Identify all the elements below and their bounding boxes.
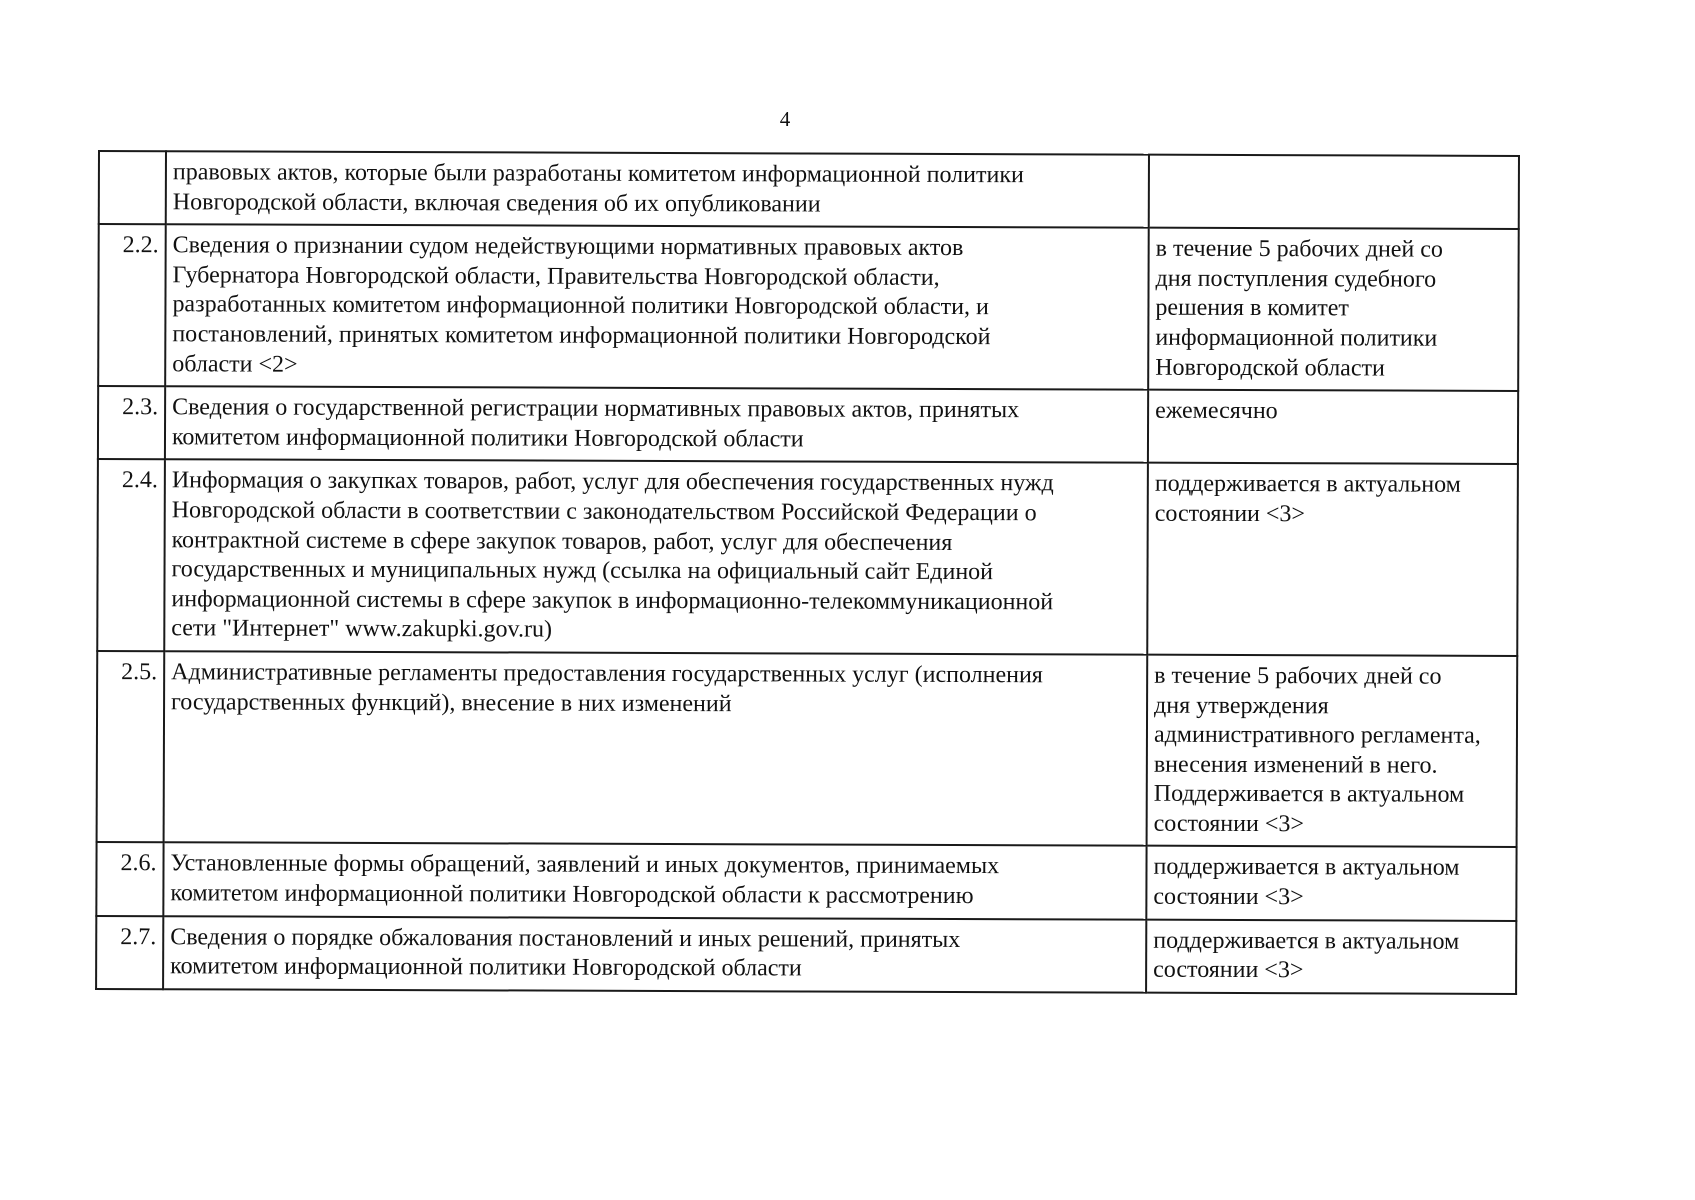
description-line: разработанных комитетом информационной политики Новгородской области, и <box>172 291 989 321</box>
table-row <box>96 842 1516 920</box>
row-description <box>166 151 1149 228</box>
page-number: 4 <box>779 107 791 131</box>
description-line: контрактной системе в сфере закупок товаров, работ, услуг для обеспечения <box>171 526 953 556</box>
term-line: поддерживается в актуальном <box>1154 471 1461 499</box>
row-description <box>165 224 1149 389</box>
row-description <box>163 916 1146 993</box>
description-line: правовых актов, которые были разработаны комитетом информационной политики <box>172 159 1024 189</box>
description-line: Новгородской области в соответствии с законодательством Российской Федерации о <box>171 497 1037 527</box>
row-term <box>1147 463 1518 656</box>
row-term <box>1146 919 1516 993</box>
term-line: поддерживается в актуальном <box>1153 927 1460 955</box>
row-description <box>164 460 1148 655</box>
table-row <box>99 151 1519 229</box>
table-row <box>97 459 1518 656</box>
table-row <box>98 386 1518 464</box>
description-line: Сведения о признании судом недействующими нормативных правовых актов <box>172 232 964 262</box>
term-line: информационной политики <box>1155 324 1438 352</box>
term-line: административного регламента, <box>1153 721 1481 749</box>
description-line: Административные регламенты предоставления государственных услуг (исполнения <box>171 659 1043 689</box>
description-line: постановлений, принятых комитетом информационной политики Новгородской <box>172 321 991 351</box>
description-line: Информация о закупках товаров, работ, услуг для обеспечения государственных нужд <box>171 467 1054 497</box>
row-number: 2.7. <box>96 916 163 989</box>
table-row <box>98 224 1519 391</box>
row-number <box>99 151 166 224</box>
description-line: области <2> <box>172 350 298 378</box>
description-line: государственных функций), внесение в них изменений <box>171 688 732 717</box>
term-line: в течение 5 рабочих дней со <box>1155 235 1444 263</box>
term-line: внесения изменений в него. <box>1153 751 1438 779</box>
term-line: состоянии <3> <box>1153 883 1304 911</box>
description-line: комитетом информационной политики Новгородской области к рассмотрению <box>170 880 974 910</box>
term-line: Поддерживается в актуальном <box>1153 780 1465 809</box>
row-term <box>1147 655 1518 848</box>
description-line: Новгородской области, включая сведения об их опубликовании <box>172 188 821 218</box>
table-row <box>96 916 1516 994</box>
term-line: решения в комитет <box>1155 295 1349 322</box>
row-number: 2.3. <box>98 386 165 459</box>
description-line: Губернатора Новгородской области, Правительства Новгородской области, <box>172 262 940 291</box>
description-line: Установленные формы обращений, заявлений и иных документов, принимаемых <box>170 850 1000 880</box>
row-number: 2.5. <box>97 651 165 843</box>
term-line: поддерживается в актуальном <box>1153 854 1460 882</box>
description-line: Сведения о государственной регистрации нормативных правовых актов, принятых <box>172 394 1020 424</box>
term-line: состоянии <3> <box>1153 810 1304 838</box>
row-description <box>163 843 1146 920</box>
term-line: дня утверждения <box>1154 692 1329 719</box>
table-body <box>96 151 1519 994</box>
row-term <box>1148 228 1519 391</box>
term-line: состоянии <3> <box>1154 500 1306 528</box>
term-line: ежемесячно <box>1155 397 1278 425</box>
description-line: Сведения о порядке обжалования постановлений и иных решений, принятых <box>170 923 961 953</box>
description-line: комитетом информационной политики Новгородской области <box>171 424 804 453</box>
document-table <box>95 150 1520 995</box>
row-description <box>164 651 1148 846</box>
table-row <box>97 651 1518 848</box>
term-line: Новгородской области <box>1155 354 1385 382</box>
term-line: состоянии <3> <box>1153 956 1304 984</box>
row-number: 2.4. <box>97 459 165 651</box>
row-description <box>165 386 1148 463</box>
row-term <box>1149 155 1519 229</box>
description-line: государственных и муниципальных нужд (ссылка на официальный сайт Единой <box>171 556 994 586</box>
description-line: информационной системы в сфере закупок в информационно-телекоммуникационной <box>171 585 1054 616</box>
term-line: дня поступления судебного <box>1155 265 1437 293</box>
description-line: комитетом информационной политики Новгородской области <box>170 953 802 982</box>
row-term <box>1148 390 1518 464</box>
row-term <box>1146 846 1516 920</box>
term-line: в течение 5 рабочих дней со <box>1154 662 1442 690</box>
row-number: 2.2. <box>98 224 166 386</box>
description-line: сети "Интернет" www.zakupki.gov.ru) <box>171 615 553 643</box>
row-number: 2.6. <box>96 842 163 915</box>
